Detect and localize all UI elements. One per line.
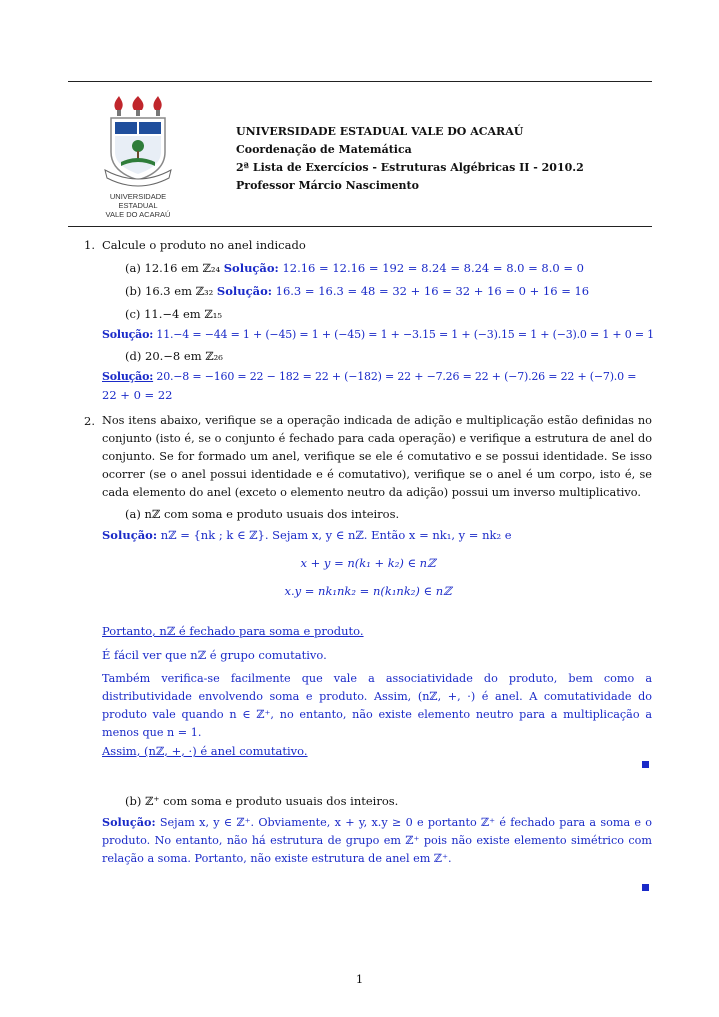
- item-2b: [84, 792, 652, 810]
- qed-square: [642, 884, 649, 891]
- equation-sum: x + y = n(k₁ + k₂) ∈ nℤ: [300, 556, 436, 570]
- solution-label: Solução:: [102, 528, 158, 542]
- solution-text: 16.3 = 16.3 = 48 = 32 + 16 = 32 + 16 = 0 + 16 = 16: [275, 284, 590, 298]
- item-expression: 20.−8 em ℤ₂₆: [145, 349, 223, 363]
- logo-caption-line-2: VALE DO ACARAÚ: [105, 210, 171, 219]
- item-expression: 16.3 em ℤ₃₂: [145, 284, 214, 298]
- solution-label: Solução:: [102, 815, 156, 829]
- exercise-list-title: 2ª Lista de Exercícios - Estruturas Algébricas II - 2010.2: [236, 161, 584, 174]
- logo-caption-line-1: UNIVERSIDADE ESTADUAL: [109, 192, 167, 210]
- item-label: (b): [125, 794, 142, 808]
- professor-name: Professor Márcio Nascimento: [236, 179, 419, 192]
- question-number: 1.: [84, 238, 95, 252]
- solution-text: Sejam x, y ∈ ℤ⁺. Obviamente, x + y, x.y ≥ 0 e portanto ℤ⁺ é fechado para a soma e o produto. No entanto, não há estrutura de grupo em ℤ⁺ pois não existe elemento simétrico com relação a soma. Portanto, não existe estrutura de anel em ℤ⁺.: [102, 816, 653, 865]
- question-prompt: Nos itens abaixo, verifique se a operação indicada de adição e multiplicação estão definidas no conjunto (isto é, se o conjunto é fechado para cada operação) e verifique a estrutura de anel do conjunto. Se for formado um anel, verifique se ele é comutativo e se possui identidade. Se isso ocorrer (se o anel possui identidade e é comutativo), verifique se o anel é um corpo, isto é, se cada elemento do anel (exceto o elemento neutro da adição) possui um inverso multiplicativo.: [102, 414, 652, 499]
- item-1b: [84, 282, 652, 300]
- question-prompt: Calcule o produto no anel indicado: [102, 238, 306, 252]
- header-bottom-rule: [68, 226, 652, 227]
- solution-2a-p2: É fácil ver que nℤ é grupo comutativo.: [102, 648, 327, 662]
- item-label: (a): [125, 507, 141, 521]
- solution-label: Solução:: [223, 261, 279, 275]
- item-expression: 11.−4 em ℤ₁₅: [144, 307, 222, 321]
- crest-icon: [103, 96, 173, 188]
- item-label: (c): [125, 307, 141, 321]
- item-2a: [84, 505, 652, 523]
- item-label: (d): [125, 349, 142, 363]
- question-number: 2.: [84, 414, 95, 428]
- equation-product: x.y = nk₁nk₂ = n(k₁nk₂) ∈ nℤ: [284, 584, 452, 598]
- item-text: ℤ⁺ com soma e produto usuais dos inteiros.: [145, 794, 399, 808]
- item-text: nℤ com soma e produto usuais dos inteiros.: [144, 507, 400, 521]
- solution-label: Solução:: [102, 370, 154, 383]
- exercise-body-2b: [84, 792, 652, 868]
- qed-square: [642, 761, 649, 768]
- solution-text: Assim, (nℤ, +, ·) é anel comutativo.: [102, 744, 308, 758]
- question-2: [84, 412, 652, 502]
- logo-caption: [90, 192, 186, 219]
- solution-text: 12.16 = 12.16 = 192 = 8.24 = 8.24 = 8.0 = 8.0 = 0: [282, 261, 584, 275]
- university-logo: [90, 96, 186, 219]
- solution-text: Portanto, nℤ é fechado para soma e produto.: [102, 624, 364, 638]
- university-name: UNIVERSIDADE ESTADUAL VALE DO ACARAÚ: [236, 125, 524, 138]
- solution-1d-cont: [84, 386, 652, 404]
- solution-text: 20.−8 = −160 = 22 − 182 = 22 + (−182) = 22 + −7.26 = 22 + (−7).26 = 22 + (−7).0 =: [156, 370, 637, 383]
- item-label: (a): [125, 261, 141, 275]
- item-1d: [84, 347, 652, 365]
- item-label: (b): [125, 284, 142, 298]
- solution-label: Solução:: [102, 328, 154, 341]
- top-rule: [68, 81, 652, 82]
- item-1a: [84, 259, 652, 277]
- document-header: [236, 123, 584, 195]
- solution-2a-p4: [84, 742, 652, 760]
- item-1c: [84, 305, 652, 323]
- question-1: [84, 236, 652, 254]
- item-expression: 12.16 em ℤ₂₄: [144, 261, 221, 275]
- solution-2a-intro: [84, 526, 652, 544]
- solution-1d: [84, 368, 652, 386]
- solution-2a-p3: Também verifica-se facilmente que vale a associatividade do produto, bem como a distributividade envolvendo soma e produto. Assim, (nℤ, +, ·) é anel. A comutatividade do produto vale quando n ∈ ℤ⁺, no entanto, não existe elemento neutro para a multiplicação a menos que n = 1.: [102, 672, 652, 739]
- solution-text: 22 + 0 = 22: [102, 388, 173, 402]
- solution-1c: [84, 326, 652, 344]
- page-number: 1: [355, 972, 364, 986]
- department-name: Coordenação de Matemática: [236, 143, 412, 156]
- solution-2a-p1: [84, 622, 652, 640]
- solution-label: Solução:: [216, 284, 272, 298]
- exercise-body: [84, 236, 652, 760]
- solution-2b: [84, 813, 652, 868]
- solution-text: nℤ = {nk ; k ∈ ℤ}. Sejam x, y ∈ nℤ. Então x = nk₁, y = nk₂ e: [160, 528, 512, 542]
- solution-text: 11.−4 = −44 = 1 + (−45) = 1 + (−45) = 1 + −3.15 = 1 + (−3).15 = 1 + (−3).0 = 1 + 0 = 1: [156, 328, 654, 341]
